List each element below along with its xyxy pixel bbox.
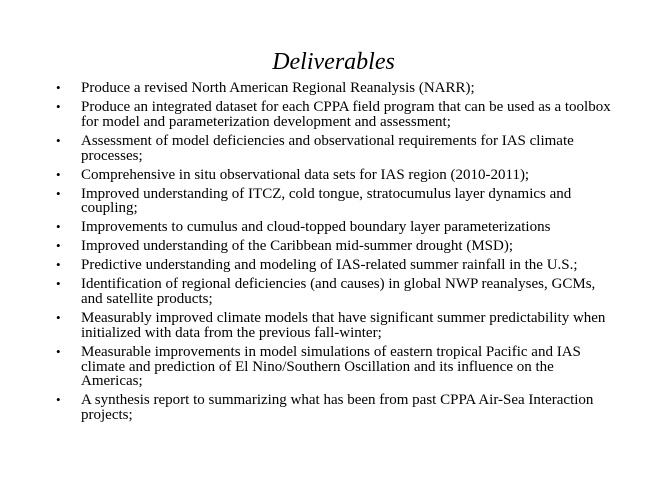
list-item <box>56 311 616 341</box>
list-item-text: Improved understanding of the Caribbean mid-summer drought (MSD); <box>81 238 513 255</box>
list-item-text: Measurably improved climate models that have significant summer predictability when initialized with data from the previous fall-winter; <box>81 310 606 341</box>
list-item <box>56 277 616 307</box>
list-item-text: Measurable improvements in model simulations of eastern tropical Pacific and IAS climate and prediction of El Nino/Southern Oscillation and its influence on the Americas; <box>81 343 581 390</box>
list-item-text: Produce an integrated dataset for each CPPA field program that can be used as a toolbox for model and parameterization development and assessment; <box>81 98 611 130</box>
bullet-icon: • <box>56 98 61 114</box>
bullet-icon: • <box>56 80 61 95</box>
list-item <box>56 345 616 389</box>
list-item-text: Improved understanding of ITCZ, cold tongue, stratocumulus layer dynamics and coupling; <box>81 185 572 217</box>
list-item-text: Identification of regional deficiencies (and causes) in global NWP reanalyses, GCMs, and satellite products; <box>81 276 596 308</box>
list-item <box>56 258 616 273</box>
list-item <box>56 187 616 217</box>
bullet-icon: • <box>56 392 61 408</box>
list-item <box>56 100 616 130</box>
list-item-text: Predictive understanding and modeling of IAS-related summer rainfall in the U.S.; <box>81 257 578 274</box>
bullet-icon: • <box>56 310 61 326</box>
slide-title: Deliverables <box>272 49 395 75</box>
bullet-icon: • <box>56 219 61 235</box>
bullet-icon: • <box>56 132 61 148</box>
list-item <box>56 134 616 164</box>
deliverables-list <box>56 81 616 427</box>
list-item-text: Improvements to cumulus and cloud-topped boundary layer parameterizations <box>81 219 551 236</box>
bullet-icon: • <box>56 166 61 182</box>
list-item <box>56 168 616 183</box>
bullet-icon: • <box>56 238 61 254</box>
list-item-text: Assessment of model deficiencies and observational requirements for IAS climate processes; <box>81 132 574 164</box>
list-item-text: Produce a revised North American Regional Reanalysis (NARR); <box>81 80 475 96</box>
bullet-icon: • <box>56 185 61 201</box>
bullet-icon: • <box>56 276 61 292</box>
list-item <box>56 393 616 423</box>
list-item-text: A synthesis report to summarizing what has been from past CPPA Air-Sea Interaction projects; <box>81 392 594 424</box>
list-item <box>56 81 616 96</box>
bullet-icon: • <box>56 257 61 273</box>
list-item <box>56 220 616 235</box>
bullet-icon: • <box>56 343 61 359</box>
list-item-text: Comprehensive in situ observational data sets for IAS region (2010-2011); <box>81 166 530 183</box>
list-item <box>56 239 616 254</box>
